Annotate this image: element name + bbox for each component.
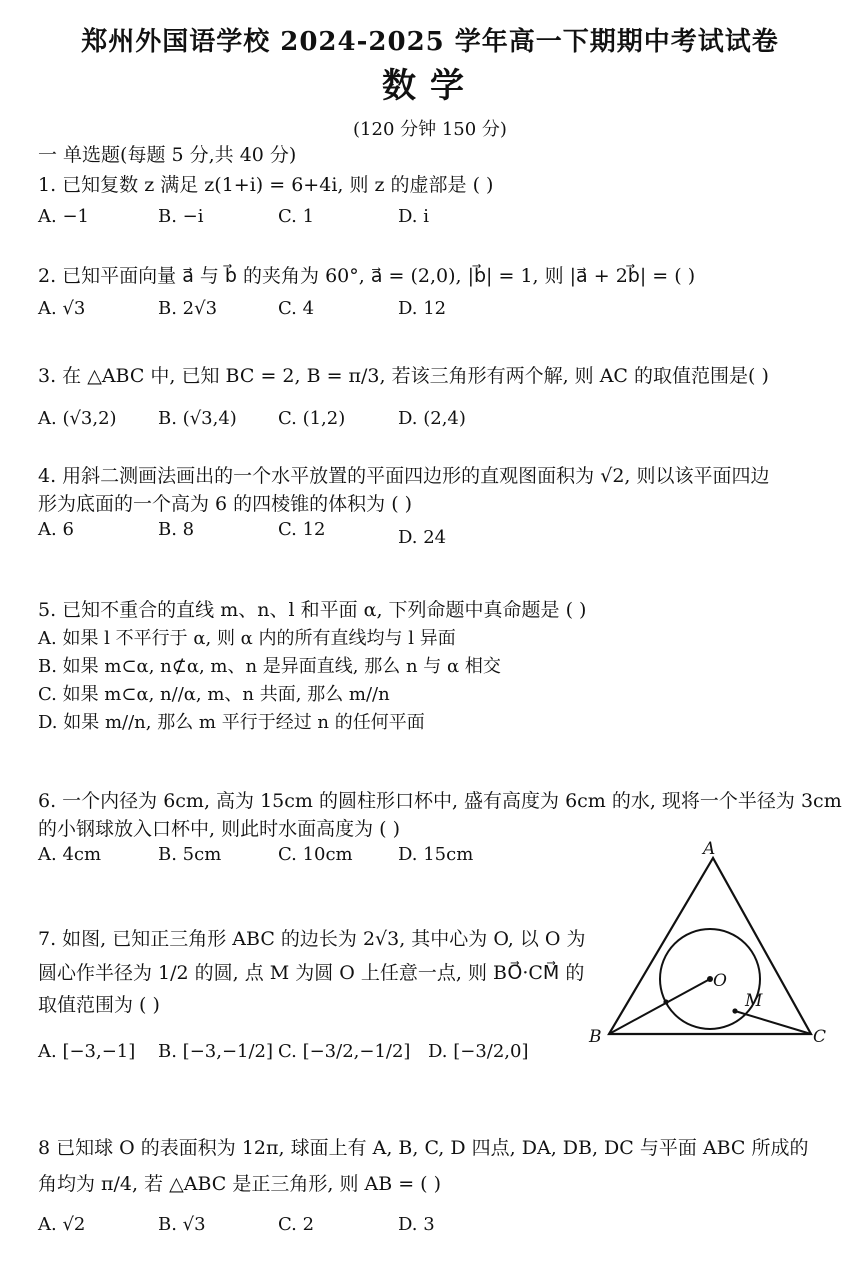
q4-option-d: D. 24 <box>398 527 447 548</box>
point-m <box>732 1008 737 1013</box>
triangle-abc <box>609 858 811 1034</box>
q6-stem-line1: 6. 一个内径为 6cm, 高为 15cm 的圆柱形口杯中, 盛有高度为 6cm 的水, 现将一个半径为 3cm <box>38 790 842 812</box>
q3-option-a: A. (√3,2) <box>38 408 117 429</box>
q4-stem-line1: 4. 用斜二测画法画出的一个水平放置的平面四边形的直观图面积为 √2, 则以该平面四边 <box>38 465 770 487</box>
subject-heading: 数学 <box>382 66 478 106</box>
q1-option-b: B. −i <box>158 206 204 227</box>
q6-option-b: B. 5cm <box>158 844 222 865</box>
q7-stem-line2: 圆心作半径为 1/2 的圆, 点 M 为圆 O 上任意一点, 则 BO⃗·CM⃗ 的 <box>38 962 585 984</box>
q2-option-b: B. 2√3 <box>158 298 218 319</box>
q1-option-d: D. i <box>398 206 429 227</box>
q8-option-a: A. √2 <box>38 1214 86 1235</box>
q6-option-a: A. 4cm <box>38 844 102 865</box>
q3-option-d: D. (2,4) <box>398 408 466 429</box>
q7-stem-line1: 7. 如图, 已知正三角形 ABC 的边长为 2√3, 其中心为 O, 以 O 为 <box>38 928 586 950</box>
q2-option-a: A. √3 <box>38 298 86 319</box>
point-on-bo <box>663 999 668 1004</box>
exam-title: 郑州外国语学校 2024-2025 学年高一下期期中考试试卷 <box>81 27 779 57</box>
q2-option-c: C. 4 <box>278 298 315 319</box>
q8-option-b: B. √3 <box>158 1214 206 1235</box>
q3-stem: 3. 在 △ABC 中, 已知 BC = 2, B = π/3, 若该三角形有两个解, 则 AC 的取值范围是( ) <box>38 365 769 387</box>
q6-option-d: D. 15cm <box>398 844 474 865</box>
q8-stem-line1: 8 已知球 O 的表面积为 12π, 球面上有 A, B, C, D 四点, DA, DB, DC 与平面 ABC 所成的 <box>38 1137 809 1159</box>
q5-option-b: B. 如果 m⊂α, n⊄α, m、n 是异面直线, 那么 n 与 α 相交 <box>38 656 501 677</box>
q6-option-c: C. 10cm <box>278 844 353 865</box>
q1-option-c: C. 1 <box>278 206 315 227</box>
q5-option-d: D. 如果 m//n, 那么 m 平行于经过 n 的任何平面 <box>38 712 425 733</box>
section-heading: 一 单选题(每题 5 分,共 40 分) <box>38 144 297 166</box>
q8-option-c: C. 2 <box>278 1214 315 1235</box>
q7-stem-line3: 取值范围为 ( ) <box>38 994 160 1016</box>
q2-stem: 2. 已知平面向量 a⃗ 与 b⃗ 的夹角为 60°, a⃗ = (2,0), |b⃗| = 1, 则 |a⃗ + 2b⃗| = ( ) <box>38 265 696 287</box>
label-b: B <box>589 1027 602 1047</box>
q5-stem: 5. 已知不重合的直线 m、n、l 和平面 α, 下列命题中真命题是 ( ) <box>38 599 587 621</box>
q1-stem: 1. 已知复数 z 满足 z(1+i) = 6+4i, 则 z 的虚部是 ( ) <box>38 174 494 196</box>
q5-option-c: C. 如果 m⊂α, n//α, m、n 共面, 那么 m//n <box>38 684 390 705</box>
q2-option-d: D. 12 <box>398 298 447 319</box>
q7-option-a: A. [−3,−1] <box>38 1041 136 1062</box>
q1-option-a: A. −1 <box>38 206 89 227</box>
q7-option-d: D. [−3/2,0] <box>428 1041 529 1062</box>
triangle-circle-figure <box>585 836 835 1056</box>
q6-stem-line2: 的小钢球放入口杯中, 则此时水面高度为 ( ) <box>38 818 400 840</box>
q8-stem-line2: 角均为 π/4, 若 △ABC 是正三角形, 则 AB = ( ) <box>38 1173 442 1195</box>
q7-option-b: B. [−3,−1/2] <box>158 1041 274 1062</box>
q4-option-a: A. 6 <box>38 519 74 540</box>
label-m: M <box>745 991 763 1011</box>
q3-option-c: C. (1,2) <box>278 408 346 429</box>
q4-option-c: C. 12 <box>278 519 326 540</box>
label-o: O <box>713 971 727 991</box>
q8-option-d: D. 3 <box>398 1214 435 1235</box>
q3-option-b: B. (√3,4) <box>158 408 237 429</box>
q4-option-b: B. 8 <box>158 519 195 540</box>
label-c: C <box>813 1027 827 1047</box>
time-score-note: (120 分钟 150 分) <box>353 119 507 140</box>
q4-stem-line2: 形为底面的一个高为 6 的四棱锥的体积为 ( ) <box>38 493 413 515</box>
label-a: A <box>703 839 716 859</box>
q5-option-a: A. 如果 l 不平行于 α, 则 α 内的所有直线均与 l 异面 <box>38 628 456 649</box>
q7-option-c: C. [−3/2,−1/2] <box>278 1041 411 1062</box>
